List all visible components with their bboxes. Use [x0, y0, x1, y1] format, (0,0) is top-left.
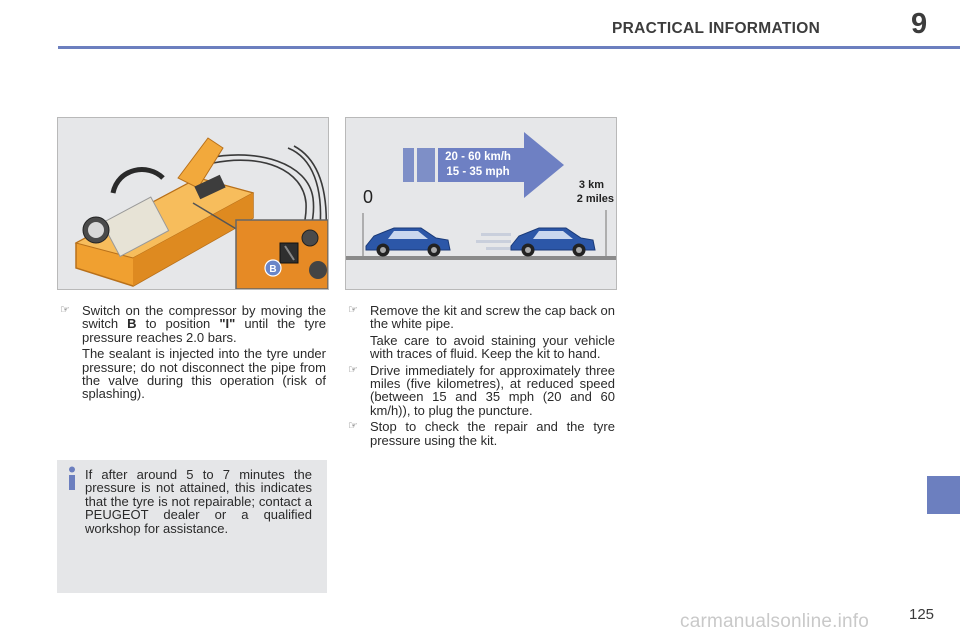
gauge-dial — [88, 222, 104, 238]
instruction-switch-on: ☞ Switch on the compressor by moving the switch B to position "I" until the tyre pressure reaches 2.0 bars. — [60, 303, 326, 345]
figure-compressor-kit — [57, 117, 329, 290]
info-icon — [65, 466, 79, 490]
chapter-number: 9 — [911, 8, 928, 40]
compressor-illustration — [58, 118, 328, 289]
distance-km-label: 3 km — [578, 179, 604, 191]
switch-position: "I" — [219, 316, 236, 332]
motion-blur — [476, 233, 511, 250]
left-instructions — [58, 304, 326, 404]
instruction-drive: ☞ Drive immediately for approximately three miles (five kilometres), at reduced speed (between 15 and 35 mph (20 and 60 km/h)), to plug the puncture. — [348, 362, 615, 418]
instruction-remove-kit: ☞ Remove the kit and screw the cap back on the white pipe. — [348, 303, 615, 332]
pointing-hand-icon: ☞ — [348, 420, 358, 433]
switch-b-label: B — [269, 264, 277, 275]
carry-strap — [113, 170, 163, 193]
page-number: 125 — [909, 606, 935, 623]
section-title: PRACTICAL INFORMATION — [612, 20, 821, 37]
speed-mph-label: 15 - 35 mph — [446, 166, 510, 178]
sealant-note: The sealant is injected into the tyre under pressure; do not disconnect the pipe from the valve during this operation (risk of splashing). — [82, 346, 326, 402]
road — [346, 256, 616, 260]
switch-letter: B — [127, 316, 137, 332]
speed-kmh-label: 20 - 60 km/h — [445, 151, 511, 163]
car-stationary — [366, 228, 450, 257]
pointing-hand-icon: ☞ — [348, 363, 358, 376]
instruction-check-repair: ☞ Stop to check the repair and the tyre pressure using the kit. — [348, 419, 615, 448]
start-distance-label: 0 — [363, 187, 374, 207]
chapter-tab-marker — [927, 476, 960, 514]
watermark: carmanualsonline.info — [680, 611, 870, 632]
header-rule — [58, 46, 960, 49]
distance-miles-label: 2 miles — [576, 193, 614, 205]
pointing-hand-icon: ☞ — [60, 304, 70, 316]
zoom-inset — [236, 220, 328, 289]
speed-arrow — [403, 132, 564, 198]
car-moving — [511, 228, 595, 257]
figure-drive-distance — [345, 117, 617, 290]
pointing-hand-icon: ☞ — [348, 304, 358, 316]
right-instructions — [346, 304, 615, 450]
staining-note: Take care to avoid staining your vehicle with traces of fluid. Keep the kit to hand. — [370, 332, 615, 362]
drive-illustration — [346, 118, 616, 289]
info-box — [57, 460, 327, 593]
info-text: If after around 5 to 7 minutes the pressure is not attained, this indicates that the tyre is not repairable; contact a PEUGEOT dealer or a qualified workshop for assistance. — [85, 467, 312, 536]
